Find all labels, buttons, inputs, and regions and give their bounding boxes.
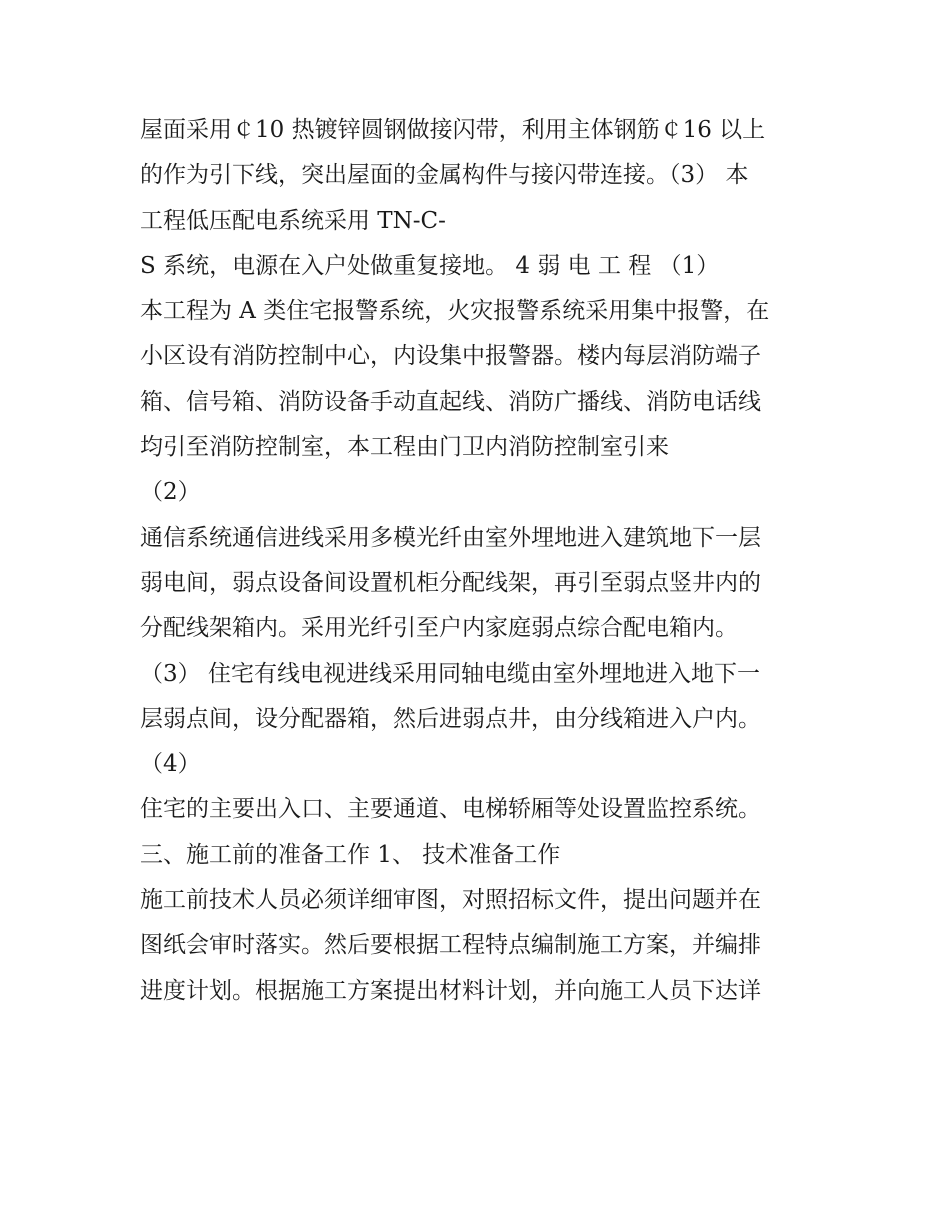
text-line: （2） <box>140 479 201 506</box>
text-line: 住宅的主要出入口、主要通道、电梯轿厢等处设置监控系统。 <box>140 796 761 823</box>
text-line: 图纸会审时落实。然后要根据工程特点编制施工方案，并编排 <box>140 932 761 959</box>
text-line: 层弱点间，设分配器箱，然后进弱点井，由分线箱进入户内。 <box>140 705 761 732</box>
text-line: 均引至消防控制室，本工程由门卫内消防控制室引来 <box>140 434 669 461</box>
text-line: 工程低压配电系统采用 TN-C- <box>140 207 446 234</box>
text-line: 通信系统通信进线采用多模光纤由室外埋地进入建筑地下一层 <box>140 524 761 551</box>
text-line: 小区设有消防控制中心，内设集中报警器。楼内每层消防端子 <box>140 343 761 370</box>
text-line: 屋面采用￠10 热镀锌圆钢做接闪带，利用主体钢筋￠16 以上 <box>140 117 766 143</box>
text-line: 本工程为 A 类住宅报警系统，火灾报警系统采用集中报警，在 <box>140 298 770 325</box>
text-line: （4） <box>140 751 201 778</box>
text-line: 施工前技术人员必须详细审图，对照招标文件，提出问题并在 <box>140 887 761 914</box>
text-line: （3） 住宅有线电视进线采用同轴电缆由室外埋地进入地下一 <box>140 660 760 687</box>
text-line: 分配线架箱内。采用光纤引至户内家庭弱点综合配电箱内。 <box>140 615 738 642</box>
body-text <box>140 108 820 1014</box>
text-line: 箱、信号箱、消防设备手动直起线、消防广播线、消防电话线 <box>140 388 761 415</box>
text-line: 的作为引下线，突出屋面的金属构件与接闪带连接。（3） 本 <box>140 162 749 189</box>
text-line: S 系统，电源在入户处做重复接地。 4 弱 电 工 程 （1） <box>140 252 720 279</box>
section-heading: 三、施工前的准备工作 1、 技术准备工作 <box>140 841 561 868</box>
text-line: 弱电间，弱点设备间设置机柜分配线架，再引至弱点竖井内的 <box>140 569 761 596</box>
text-line: 进度计划。根据施工方案提出材料计划，并向施工人员下达详 <box>140 977 761 1004</box>
